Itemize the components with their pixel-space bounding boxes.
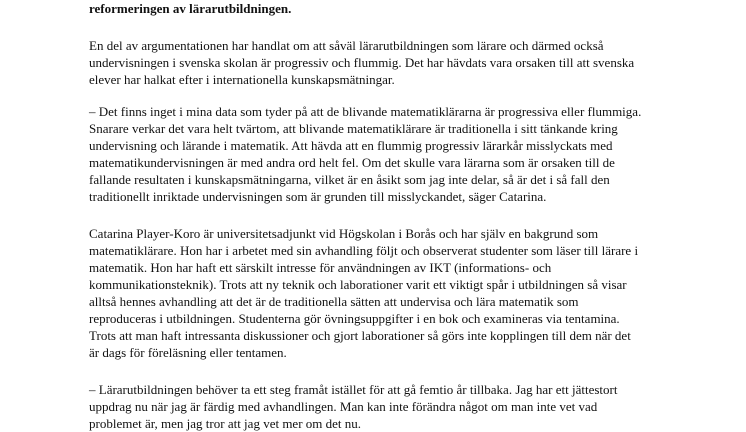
paragraph-2	[89, 103, 669, 205]
paragraph-4	[89, 381, 669, 432]
paragraph-3-text: Catarina Player-Koro är universitetsadjunkt vid Högskolan i Borås och har själv en bakgrund som matematiklärare. Hon har i arbetet med sin avhandling följt och observerat studenter som läser till lärare i matematik. Hon har haft ett särskilt intresse för användningen av IKT (informations- och kommunikationsteknik). Trots att ny teknik och laborationer varit ett viktigt spår i utbildningen så visar alltså hennes avhandling att det är de traditionella sätten att undervisa och lära matematik som reproduceras i utbildningen. Studenterna gör övningsuppgifter i en bok och examineras via tentamina. Trots att man haft intressanta diskussioner och gjort laborationer så görs inte kopplingen till dem när det är dags för föreläsning eller tentamen.	[89, 226, 639, 360]
paragraph-1-text: En del av argumentationen har handlat om att såväl lärarutbildningen som lärare och därmed också undervisningen i svenska skolan är progressiv och flummig. Det har hävdats vara orsaken till att svenska elever har halkat efter i internationella kunskapsmätningar.	[89, 38, 635, 87]
paragraph-1	[89, 37, 669, 88]
heading-tail	[89, 0, 669, 17]
paragraph-4-text: – Lärarutbildningen behöver ta ett steg framåt istället för att gå femtio år tillbaka. Jag har ett jättestort uppdrag nu när jag är färdig med avhandlingen. Man kan inte förändra något om man inte vet vad problemet är, men jag tror att jag vet mer om det nu.	[89, 382, 618, 431]
paragraph-3	[89, 225, 669, 361]
heading-tail-text: reformeringen av lärarutbildningen.	[89, 1, 292, 16]
paragraph-2-text: – Det finns inget i mina data som tyder på att de blivande matematiklärarna är progressiva eller flummiga. Snarare verkar det vara helt tvärtom, att blivande matematiklärare är traditionella i sitt tänkande kring undervisning och lärande i matematik. Att hävda att en flummig progressiv lärarkår misslyckats med matematikundervisningen är med andra ord helt fel. Om det skulle vara lärarna som är orsaken till de fallande resultaten i kunskapsmätningarna, vilket är en åsikt som jag inte delar, så är det i så fall den traditionellt inriktade undervisningen som är grunden till misslyckandet, säger Catarina.	[89, 104, 642, 204]
